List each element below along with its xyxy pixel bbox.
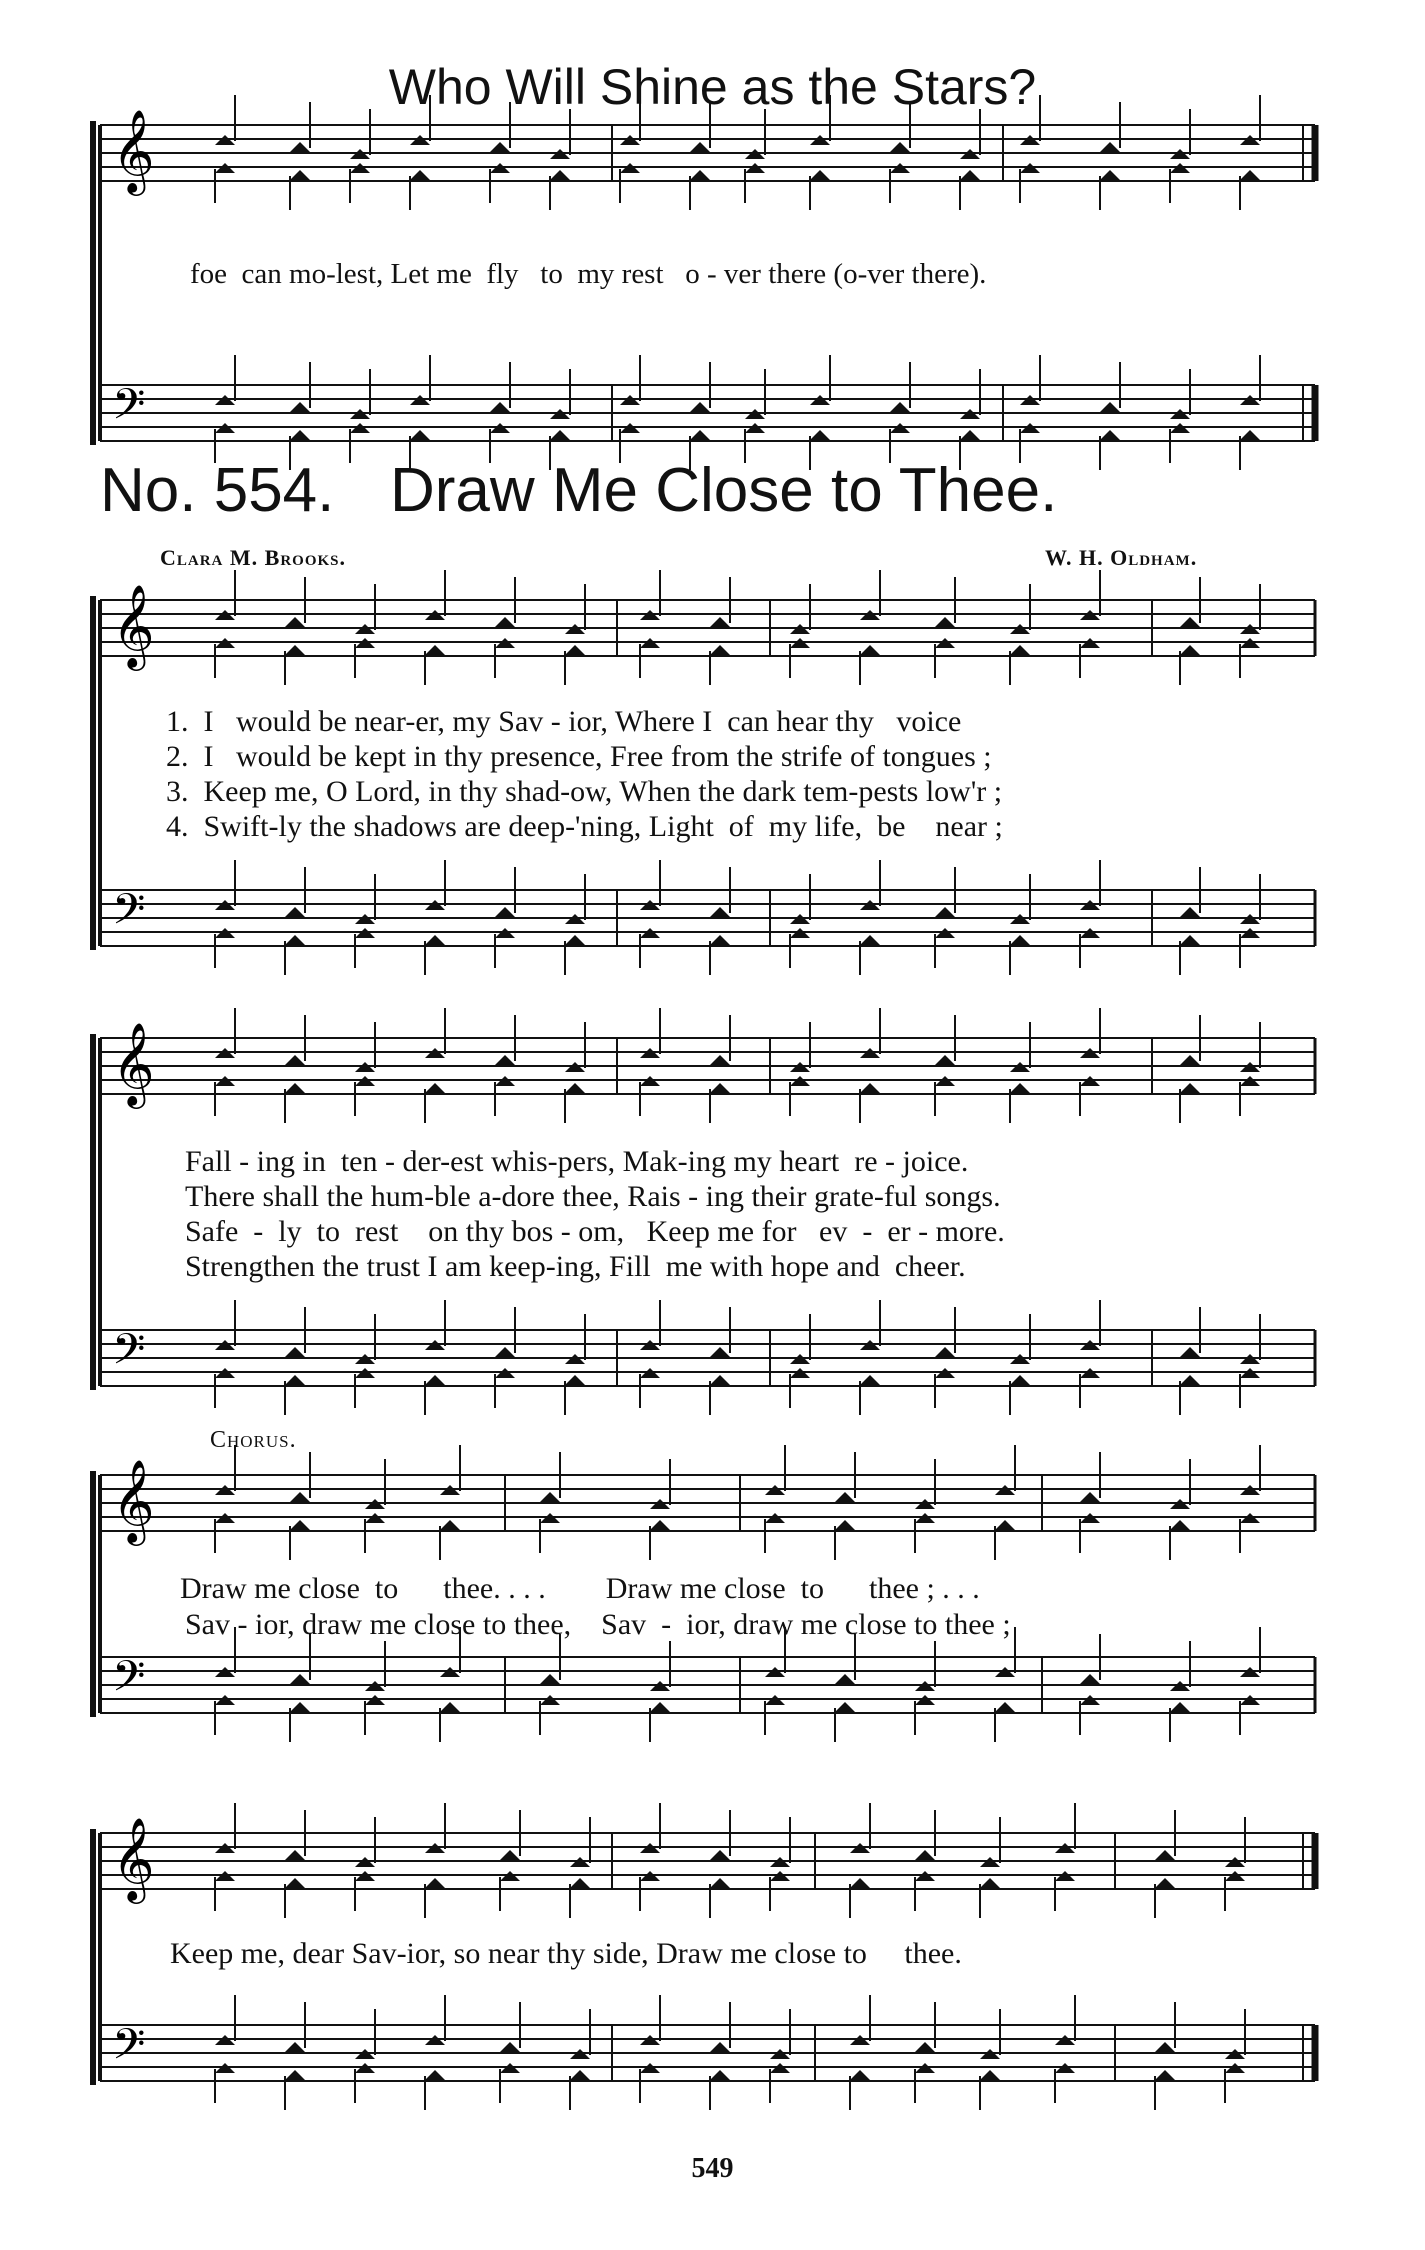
system-prev-bass-note-head xyxy=(290,430,310,440)
system-1-treble-note-head xyxy=(1010,645,1030,655)
system-3-treble-note-head xyxy=(650,1520,670,1530)
verse-1-line-a: 1. I would be near-er, my Sav - ior, Where I can hear thy voice xyxy=(166,705,962,738)
system-3-bass-note-head xyxy=(440,1702,460,1712)
system-1-treble-note-head xyxy=(1180,645,1200,655)
system-prev-bass-note-head xyxy=(1100,430,1120,440)
system-1-treble-note-head xyxy=(495,617,515,627)
system-1-treble-clef: 𝄞 xyxy=(112,583,155,667)
system-3-treble-note-head xyxy=(835,1492,855,1502)
system-4-bass-note-head xyxy=(1155,2070,1175,2080)
system-prev-bass-note-head xyxy=(290,402,310,412)
system-3-brace xyxy=(90,1471,96,1717)
system-4-treble-note-head xyxy=(710,1850,730,1860)
system-3-bass-note-head xyxy=(540,1674,560,1684)
system-4-bass-note-head xyxy=(850,2070,870,2080)
hymn-title: Draw Me Close to Thee. xyxy=(390,456,1058,525)
system-4-treble-note-head xyxy=(1155,1850,1175,1860)
system-2-treble-note-head xyxy=(565,1083,585,1093)
system-2-bass-note-head xyxy=(425,1375,445,1385)
system-2-bass-note-head xyxy=(285,1347,305,1357)
system-2-treble-note-head xyxy=(1180,1055,1200,1065)
system-prev-treble-note-head xyxy=(690,170,710,180)
system-2-treble-clef: 𝄞 xyxy=(112,1021,155,1105)
system-1-bass-clef: 𝄢 xyxy=(112,885,146,945)
system-prev-bass-note-head xyxy=(960,430,980,440)
verse-3-line-a: 3. Keep me, O Lord, in thy shad-ow, When the dark tem-pests low'r ; xyxy=(166,775,1003,808)
system-2-bass-clef: 𝄢 xyxy=(112,1325,146,1385)
verse-4-line-b: Strengthen the trust I am keep-ing, Fill me with hope and cheer. xyxy=(185,1250,966,1283)
system-3-bass-note-head xyxy=(1170,1702,1190,1712)
system-prev-treble-note-head xyxy=(1100,170,1120,180)
system-2-brace xyxy=(90,1034,96,1390)
system-prev-bass-clef: 𝄢 xyxy=(112,380,146,440)
system-2-treble-note-head xyxy=(710,1055,730,1065)
system-1-treble-note-head xyxy=(710,645,730,655)
system-prev-treble-note-head xyxy=(690,142,710,152)
system-4-treble-note-head xyxy=(570,1878,590,1888)
system-4-treble-note-head xyxy=(980,1878,1000,1888)
system-1-bass-note-head xyxy=(565,935,585,945)
system-1-treble-note-head xyxy=(935,617,955,627)
system-1-bass-note-head xyxy=(860,935,880,945)
system-1-bass-note-head xyxy=(1180,935,1200,945)
system-4-bass-note-head xyxy=(425,2070,445,2080)
system-1-bass-note-head xyxy=(425,935,445,945)
system-prev-bass-note-head xyxy=(810,430,830,440)
page-number: 549 xyxy=(691,2153,734,2184)
system-1-treble-note-head xyxy=(285,617,305,627)
system-3-bass-note-head xyxy=(290,1674,310,1684)
system-4-bass-note-head xyxy=(285,2042,305,2052)
system-3-bass-note-head xyxy=(995,1702,1015,1712)
verse-1-line-b: Fall - ing in ten - der-est whis-pers, Mak-ing my heart re - joice. xyxy=(185,1145,969,1178)
system-prev-treble-clef: 𝄞 xyxy=(112,108,155,192)
system-2-bass-note-head xyxy=(1010,1375,1030,1385)
previous-hymn-title: Who Will Shine as the Stars? xyxy=(388,59,1037,115)
system-2-bass-note-head xyxy=(495,1347,515,1357)
system-2-treble-note-head xyxy=(285,1083,305,1093)
system-3-bass-note-head xyxy=(835,1674,855,1684)
system-3-bass-note-head xyxy=(1080,1674,1100,1684)
system-3-bass-note-head xyxy=(835,1702,855,1712)
system-1-treble-note-head xyxy=(710,617,730,627)
system-1-bass-note-head xyxy=(285,935,305,945)
system-4-treble-note-head xyxy=(425,1878,445,1888)
system-3-treble-note-head xyxy=(290,1492,310,1502)
system-3-bass-note-head xyxy=(290,1702,310,1712)
hymn-number: No. 554. xyxy=(100,456,335,525)
system-1-bass-note-head xyxy=(1010,935,1030,945)
system-1-treble-note-head xyxy=(425,645,445,655)
system-prev-bass-note-head xyxy=(690,402,710,412)
system-prev-treble-note-head xyxy=(550,170,570,180)
system-2-bass-note-head xyxy=(935,1347,955,1357)
chorus-line-2: Sav - ior, draw me close to thee, Sav - ior, draw me close to thee ; xyxy=(185,1608,1011,1641)
system-prev-treble-note-head xyxy=(410,170,430,180)
system-4-bass-note-head xyxy=(980,2070,1000,2080)
system-1-bass-note-head xyxy=(1180,907,1200,917)
system-4-treble-note-head xyxy=(710,1878,730,1888)
system-2-bass-note-head xyxy=(710,1347,730,1357)
system-1-brace xyxy=(90,596,96,950)
system-4-bass-note-head xyxy=(285,2070,305,2080)
system-3-bass-clef: 𝄢 xyxy=(112,1652,146,1712)
system-4-bass-note-head xyxy=(915,2042,935,2052)
system-2-bass-note-head xyxy=(565,1375,585,1385)
system-1-bass-note-head xyxy=(285,907,305,917)
system-1-treble-note-head xyxy=(285,645,305,655)
system-prev-treble-note-head xyxy=(290,170,310,180)
system-4-bass-note-head xyxy=(500,2042,520,2052)
system-3-treble-note-head xyxy=(835,1520,855,1530)
system-2-treble-note-head xyxy=(495,1055,515,1065)
system-2-treble-note-head xyxy=(425,1083,445,1093)
system-4-brace xyxy=(90,1829,96,2085)
system-1-bass-note-head xyxy=(935,907,955,917)
system-3-treble-note-head xyxy=(995,1520,1015,1530)
system-3-treble-clef: 𝄞 xyxy=(112,1458,155,1542)
system-4-treble-note-head xyxy=(500,1850,520,1860)
system-prev-treble-note-head xyxy=(960,170,980,180)
system-4-treble-note-head xyxy=(915,1850,935,1860)
system-prev-treble-note-head xyxy=(490,142,510,152)
lyricist: Clara M. Brooks. xyxy=(160,545,347,570)
system-2-treble-note-head xyxy=(860,1083,880,1093)
verse-2-line-b: There shall the hum-ble a-dore thee, Rais - ing their grate-ful songs. xyxy=(185,1180,1001,1213)
system-prev-treble-note-head xyxy=(1240,170,1260,180)
system-3-bass-note-head xyxy=(650,1702,670,1712)
system-2-treble-note-head xyxy=(1180,1083,1200,1093)
system-1-treble-note-head xyxy=(565,645,585,655)
system-4-treble-note-head xyxy=(850,1878,870,1888)
system-4-treble-note-head xyxy=(285,1850,305,1860)
previous-hymn-lyric: foe can mo-lest, Let me fly to my rest o - ver there (o-ver there). xyxy=(190,258,987,290)
system-1-treble-note-head xyxy=(860,645,880,655)
system-4-bass-note-head xyxy=(710,2042,730,2052)
system-prev-treble-note-head xyxy=(290,142,310,152)
system-2-treble-note-head xyxy=(710,1083,730,1093)
system-prev-treble-note-head xyxy=(890,142,910,152)
composer: W. H. Oldham. xyxy=(1045,545,1198,570)
verse-4-line-a: 4. Swift-ly the shadows are deep-'ning, Light of my life, be near ; xyxy=(166,810,1003,843)
verse-3-line-b: Safe - ly to rest on thy bos - om, Keep me for ev - er - more. xyxy=(185,1215,1005,1248)
verse-2-line-a: 2. I would be kept in thy presence, Free from the strife of tongues ; xyxy=(166,740,992,773)
system-4-treble-note-head xyxy=(285,1878,305,1888)
system-2-bass-note-head xyxy=(710,1375,730,1385)
system-1-bass-note-head xyxy=(495,907,515,917)
system-2-bass-note-head xyxy=(860,1375,880,1385)
chorus-label: Chorus. xyxy=(210,1427,297,1453)
system-prev-bass-note-head xyxy=(410,430,430,440)
system-2-bass-note-head xyxy=(1180,1347,1200,1357)
system-prev-bass-note-head xyxy=(1100,402,1120,412)
system-4-bass-note-head xyxy=(710,2070,730,2080)
system-prev-bass-note-head xyxy=(890,402,910,412)
system-2-treble-note-head xyxy=(285,1055,305,1065)
system-4-treble-note-head xyxy=(1155,1878,1175,1888)
system-1-bass-note-head xyxy=(710,935,730,945)
system-prev-bass-note-head xyxy=(490,402,510,412)
final-lyric-line: Keep me, dear Sav-ior, so near thy side, Draw me close to thee. xyxy=(170,1937,962,1970)
system-prev-treble-note-head xyxy=(1100,142,1120,152)
system-3-treble-note-head xyxy=(290,1520,310,1530)
system-prev-bass-note-head xyxy=(550,430,570,440)
system-2-bass-note-head xyxy=(1180,1375,1200,1385)
system-2-treble-note-head xyxy=(935,1055,955,1065)
system-4-bass-note-head xyxy=(1155,2042,1175,2052)
system-1-treble-note-head xyxy=(1180,617,1200,627)
system-prev-bass-note-head xyxy=(1240,430,1260,440)
system-prev-brace xyxy=(90,121,96,445)
system-3-treble-note-head xyxy=(540,1492,560,1502)
system-4-bass-note-head xyxy=(570,2070,590,2080)
system-prev-bass-note-head xyxy=(690,430,710,440)
system-3-treble-note-head xyxy=(1080,1492,1100,1502)
system-2-bass-note-head xyxy=(285,1375,305,1385)
system-3-treble-note-head xyxy=(1170,1520,1190,1530)
chorus-line-1: Draw me close to thee. . . . Draw me close to thee ; . . . xyxy=(180,1572,980,1605)
system-4-treble-clef: 𝄞 xyxy=(112,1816,155,1900)
system-3-treble-note-head xyxy=(440,1520,460,1530)
system-2-treble-note-head xyxy=(1010,1083,1030,1093)
system-1-bass-note-head xyxy=(710,907,730,917)
system-4-bass-clef: 𝄢 xyxy=(112,2020,146,2080)
system-prev-treble-note-head xyxy=(810,170,830,180)
